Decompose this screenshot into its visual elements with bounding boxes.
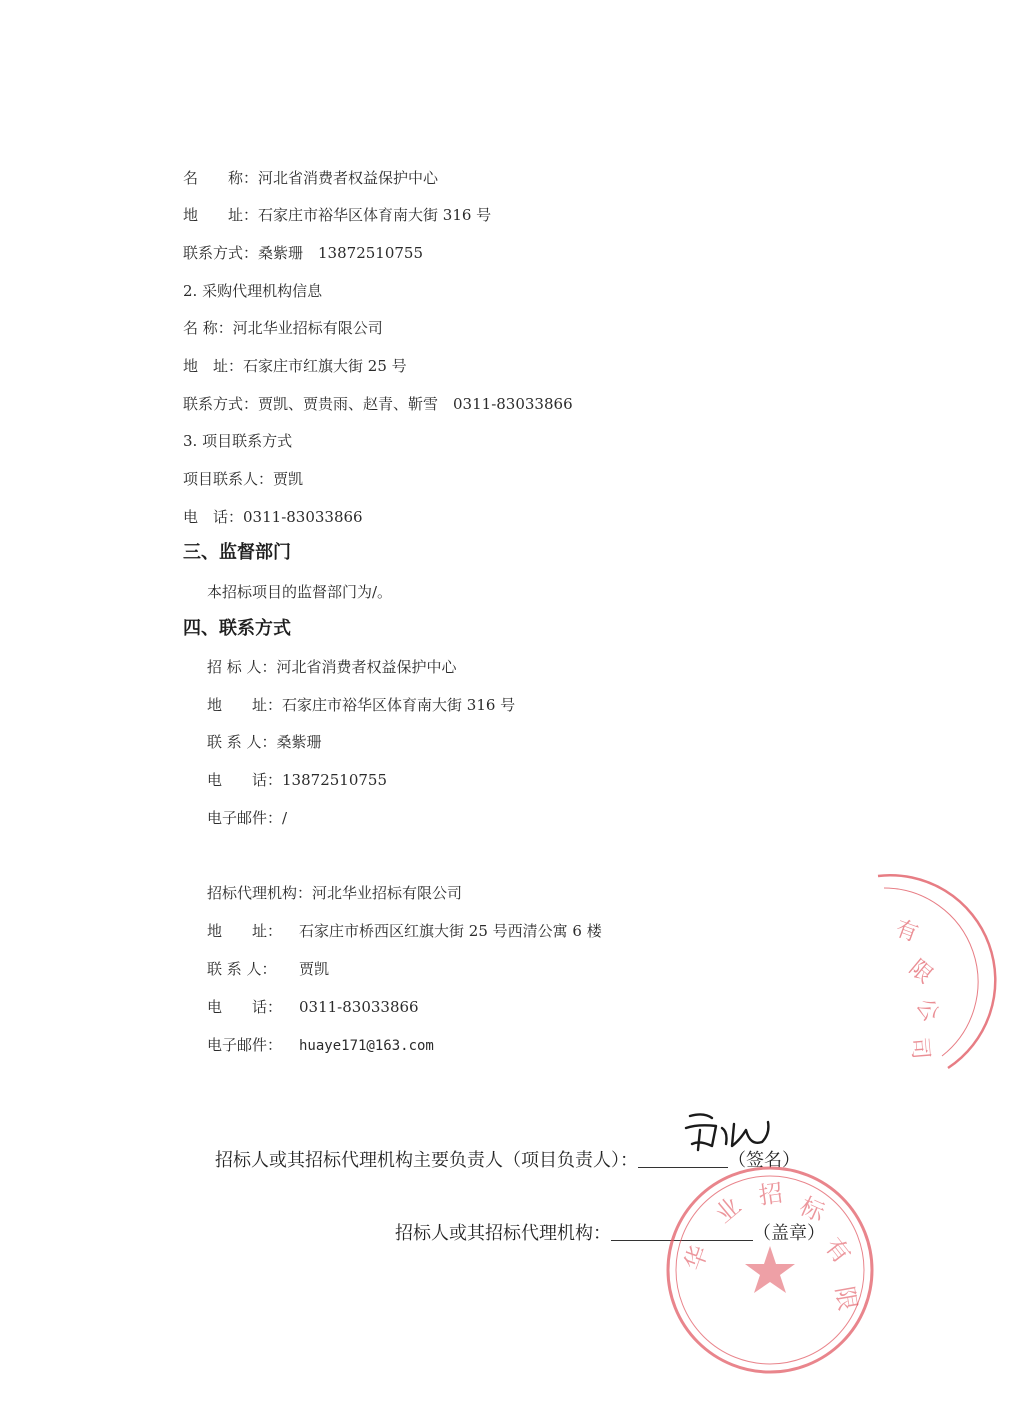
svg-text:业: 业 (709, 1191, 747, 1229)
supervision-heading: 三、监督部门 (183, 542, 291, 563)
agency-address-row (183, 356, 407, 376)
agency-address-label: 地 址： (183, 357, 244, 375)
purchaser-contact-label: 联系方式： (183, 244, 259, 262)
purchaser-contact-value: 桑紫珊 13872510755 (258, 244, 423, 262)
svg-text:标: 标 (795, 1191, 829, 1228)
agency-block-email-value: huaye171@163.com (299, 1038, 434, 1054)
agency-info-title: 2. 采购代理机构信息 (183, 282, 323, 300)
tenderer-phone-row (207, 770, 387, 790)
agency-block-email-row (207, 1035, 434, 1056)
project-contact-title: 3. 项目联系方式 (183, 432, 293, 450)
svg-text:有: 有 (891, 916, 922, 948)
tenderer-label: 招 标 人： (207, 658, 277, 676)
agency-block-phone-label: 电 话： (207, 998, 283, 1016)
tenderer-value: 河北省消费者权益保护中心 (276, 658, 457, 676)
purchaser-address-value: 石家庄市裕华区体育南大街 316 号 (258, 206, 492, 224)
agency-block-phone-value: 0311-83033866 (299, 998, 419, 1016)
purchaser-address-row (183, 205, 491, 225)
stamp-suffix: （盖章） (753, 1223, 825, 1244)
contact-heading: 四、联系方式 (183, 618, 291, 639)
handwritten-signature (676, 1110, 776, 1160)
tenderer-person-value: 桑紫珊 (276, 733, 322, 751)
svg-text:限: 限 (904, 955, 938, 989)
agency-name-value: 河北华业招标有限公司 (232, 319, 383, 337)
purchaser-contact-row (183, 243, 423, 263)
signature-label: 招标人或其招标代理机构主要负责人（项目负责人）： (215, 1150, 638, 1171)
agency-block-person-value: 贾凯 (299, 960, 330, 978)
svg-text:招: 招 (756, 1178, 785, 1210)
supervision-text: 本招标项目的监督部门为/。 (207, 583, 393, 601)
agency-block-email-label: 电子邮件： (207, 1036, 283, 1054)
agency-contact-value: 贾凯、贾贵雨、赵青、靳雪 0311-83033866 (258, 395, 573, 413)
purchaser-name-value: 河北省消费者权益保护中心 (258, 169, 439, 187)
agency-block-person-label: 联 系 人： (207, 960, 277, 978)
agency-block-name-value: 河北华业招标有限公司 (312, 884, 463, 902)
agency-block-address-value: 石家庄市桥西区红旗大街 25 号西清公寓 6 楼 (299, 922, 602, 940)
project-person-value: 贾凯 (273, 470, 304, 488)
svg-text:华: 华 (679, 1241, 714, 1275)
project-person-row (183, 469, 303, 489)
purchaser-address-label: 地 址： (183, 206, 259, 224)
agency-block-address-row (207, 921, 602, 941)
agency-block-phone-row (207, 997, 419, 1017)
tenderer-phone-value: 13872510755 (282, 771, 387, 789)
agency-contact-label: 联系方式： (183, 395, 259, 413)
agency-name-row (183, 318, 383, 338)
svg-text:有: 有 (819, 1232, 857, 1269)
stamp-label: 招标人或其招标代理机构： (395, 1223, 611, 1244)
svg-text:限: 限 (830, 1284, 862, 1313)
project-phone-label: 电 话： (183, 508, 244, 526)
agency-block-name-label: 招标代理机构： (207, 884, 313, 902)
tenderer-address-row (207, 695, 515, 715)
tenderer-email-label: 电子邮件： (207, 809, 283, 827)
tenderer-row (207, 657, 457, 677)
purchaser-name-row (183, 168, 438, 188)
tenderer-phone-label: 电 话： (207, 771, 283, 789)
company-seal-stamp (660, 1160, 880, 1380)
tenderer-person-row (207, 732, 322, 752)
agency-block-address-label: 地 址： (207, 922, 283, 940)
agency-block-name-row (207, 883, 462, 903)
agency-contact-row (183, 394, 573, 414)
signature-suffix: （签名） (728, 1150, 800, 1171)
agency-name-label: 名 称： (183, 319, 233, 337)
partial-seal-stamp (858, 858, 1008, 1088)
project-phone-row (183, 507, 363, 527)
tenderer-address-label: 地 址： (207, 696, 283, 714)
agency-address-value: 石家庄市红旗大街 25 号 (243, 357, 407, 375)
tenderer-email-value: / (282, 809, 288, 827)
project-person-label: 项目联系人： (183, 470, 274, 488)
agency-block-person-row (207, 959, 329, 979)
svg-text:司: 司 (906, 1036, 933, 1061)
svg-text:公: 公 (910, 994, 944, 1027)
tenderer-email-row (207, 808, 287, 828)
tenderer-address-value: 石家庄市裕华区体育南大街 316 号 (282, 696, 516, 714)
project-phone-value: 0311-83033866 (243, 508, 363, 526)
tenderer-person-label: 联 系 人： (207, 733, 277, 751)
purchaser-name-label: 名 称： (183, 169, 259, 187)
